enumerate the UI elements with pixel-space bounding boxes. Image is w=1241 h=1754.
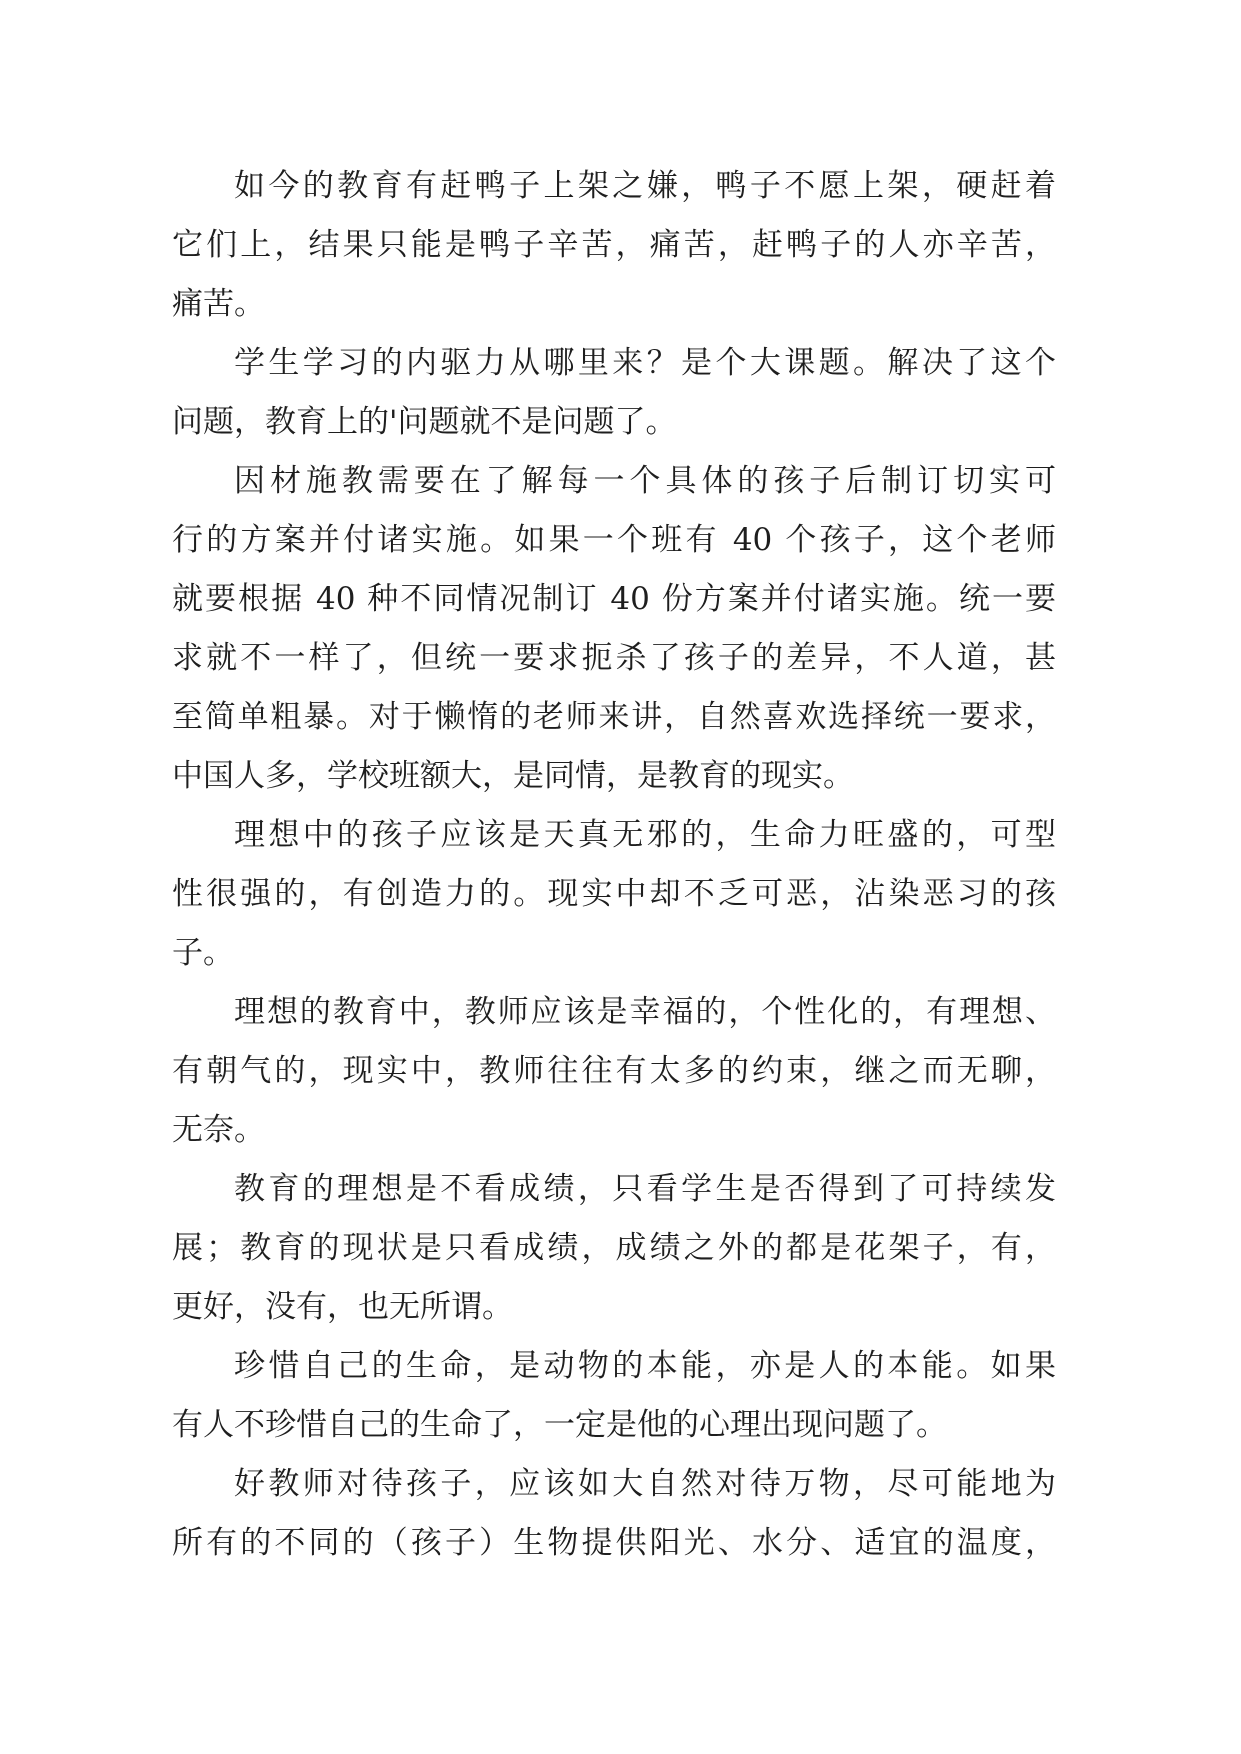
paragraph-line: 子。 bbox=[172, 935, 234, 971]
paragraph-line: 教育的理想是不看成绩，只看学生是否得到了可持续发 bbox=[234, 1171, 1056, 1207]
paragraph bbox=[172, 334, 1056, 452]
paragraph bbox=[172, 157, 1056, 334]
document-body bbox=[172, 157, 1056, 1573]
paragraph-line: 理想中的孩子应该是天真无邪的，生命力旺盛的，可型 bbox=[234, 817, 1056, 853]
paragraph-line: 问题，教育上的'问题就不是问题了。 bbox=[172, 404, 677, 440]
paragraph-line: 至简单粗暴。对于懒惰的老师来讲，自然喜欢选择统一要求， bbox=[172, 699, 1056, 735]
paragraph bbox=[172, 1455, 1056, 1573]
paragraph-line: 无奈。 bbox=[172, 1112, 265, 1148]
paragraph-line: 理想的教育中，教师应该是幸福的，个性化的，有理想、 bbox=[234, 994, 1056, 1030]
paragraph-line: 有朝气的，现实中，教师往往有太多的约束，继之而无聊， bbox=[172, 1053, 1056, 1089]
paragraph bbox=[172, 452, 1056, 806]
paragraph-line: 行的方案并付诸实施。如果一个班有 40 个孩子，这个老师 bbox=[172, 522, 1056, 558]
paragraph-line: 因材施教需要在了解每一个具体的孩子后制订切实可 bbox=[234, 463, 1056, 499]
paragraph-line: 它们上，结果只能是鸭子辛苦，痛苦，赶鸭子的人亦辛苦， bbox=[172, 227, 1056, 263]
paragraph-line: 所有的不同的（孩子）生物提供阳光、水分、适宜的温度， bbox=[172, 1525, 1056, 1561]
paragraph bbox=[172, 983, 1056, 1160]
paragraph bbox=[172, 806, 1056, 983]
paragraph-line: 展；教育的现状是只看成绩，成绩之外的都是花架子，有， bbox=[172, 1230, 1056, 1266]
paragraph-line: 就要根据 40 种不同情况制订 40 份方案并付诸实施。统一要 bbox=[172, 581, 1056, 617]
paragraph-line: 好教师对待孩子，应该如大自然对待万物，尽可能地为 bbox=[234, 1466, 1056, 1502]
paragraph-line: 珍惜自己的生命，是动物的本能，亦是人的本能。如果 bbox=[234, 1348, 1056, 1384]
paragraph-line: 中国人多，学校班额大，是同情，是教育的现实。 bbox=[172, 758, 854, 794]
paragraph bbox=[172, 1160, 1056, 1337]
paragraph-line: 更好，没有，也无所谓。 bbox=[172, 1289, 513, 1325]
paragraph-line: 性很强的，有创造力的。现实中却不乏可恶，沾染恶习的孩 bbox=[172, 876, 1056, 912]
paragraph-line: 有人不珍惜自己的生命了，一定是他的心理出现问题了。 bbox=[172, 1407, 947, 1443]
paragraph bbox=[172, 1337, 1056, 1455]
paragraph-line: 学生学习的内驱力从哪里来？是个大课题。解决了这个 bbox=[234, 345, 1056, 381]
paragraph-line: 痛苦。 bbox=[172, 286, 265, 322]
paragraph-line: 求就不一样了，但统一要求扼杀了孩子的差异，不人道，甚 bbox=[172, 640, 1056, 676]
paragraph-line: 如今的教育有赶鸭子上架之嫌，鸭子不愿上架，硬赶着 bbox=[234, 168, 1056, 204]
